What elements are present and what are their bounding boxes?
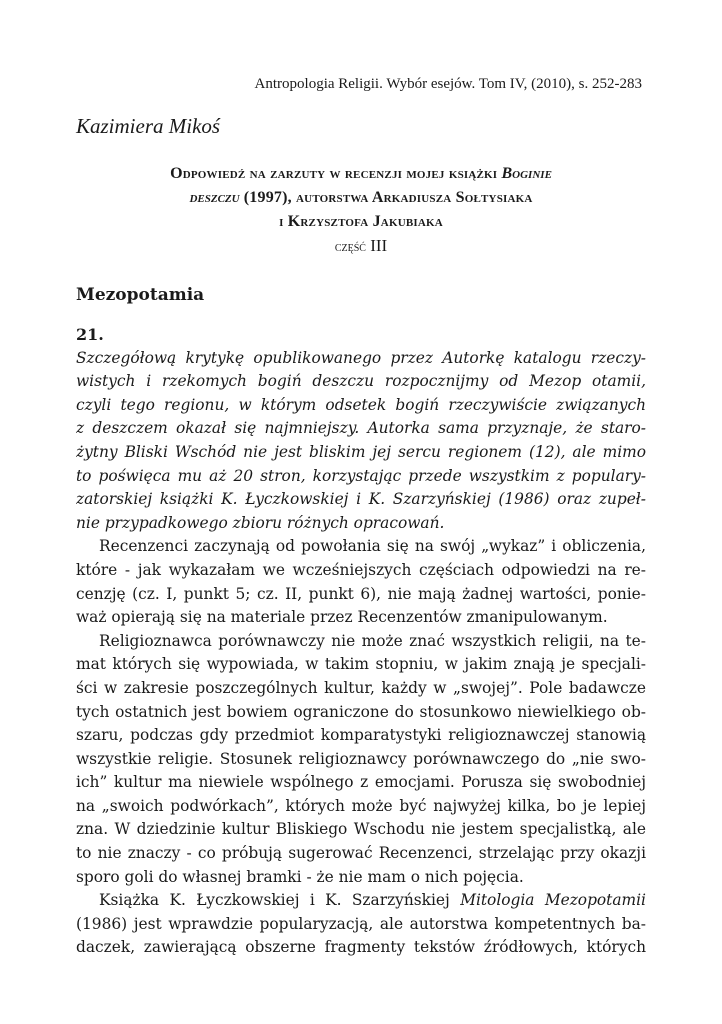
paragraph-3-line: szaru, podczas gdy przedmiot komparatystyki religioznawczej stanowią	[76, 726, 646, 745]
paragraph-1-line: żytny Bliski Wschód nie jest bliskim jej sercu regionem (12), ale mimo	[76, 442, 646, 461]
paragraph-4-line-1	[76, 889, 646, 913]
book-title-mitologia: Mitologia Mezopotamii	[460, 891, 646, 910]
title-book-name-part2: deszczu	[189, 189, 240, 206]
paragraph-3-line: tych ostatnich jest bowiem ograniczone do stosunkowo niewielkiego ob-	[76, 702, 646, 721]
paragraph-2-line: które - jak wykazałam we wcześniejszych częściach odpowiedzi na re-	[76, 560, 646, 579]
paragraph-3-line: mat których się wypowiada, w takim stopniu, w jakim znają je specjali-	[76, 655, 646, 674]
paragraph-1-line: z deszczem okazał się najmniejszy. Autorka sama przyznaje, że staro-	[76, 419, 646, 438]
paragraph-3-line: sporo goli do własnej bramki - że nie mam o nich pojęcia.	[76, 867, 524, 886]
title-line-2	[76, 186, 646, 210]
paragraph-3-line: to nie znaczy - co próbują sugerować Recenzenci, strzelając przy okazji	[76, 844, 646, 863]
paragraph-3-line: ści w zakresie poszczególnych kultur, każdy w „swojej”. Pole badawcze	[76, 678, 646, 697]
title-line-3: i Krzysztofa Jakubiaka	[279, 213, 443, 230]
paragraph-4-line: (1986) jest wprawdzie popularyzacją, ale autorstwa kompetentnych ba-	[76, 914, 646, 933]
title-line-2-text: (1997), autorstwa Arkadiusza Sołtysiaka	[239, 189, 533, 206]
article-body	[76, 323, 646, 960]
paragraph-3-line: zna. W dziedzinie kultur Bliskiego Wschodu nie jestem specjalistką, ale	[76, 820, 646, 839]
part-word: część	[334, 240, 366, 255]
title-line-1	[76, 162, 646, 186]
title-line-1-text: Odpowiedź na zarzuty w recenzji mojej książki	[170, 165, 502, 182]
author-name: Kazimiera Mikoś	[76, 114, 221, 138]
paragraph-1-line: czyli tego regionu, w którym odsetek bogiń rzeczywiście związanych	[76, 395, 646, 414]
running-header: Antropologia Religii. Wybór esejów. Tom IV, (2010), s. 252-283	[254, 76, 642, 92]
article-title	[76, 162, 646, 234]
section-heading: Mezopotamia	[76, 285, 205, 305]
paragraph-2-line: Recenzenci zaczynają od powołania się na swój „wykaz” i obliczenia,	[99, 537, 646, 556]
title-book-name-part1: Boginie	[501, 165, 552, 182]
part-number: III	[370, 236, 388, 255]
paragraph-1-line: wistych i rzekomych bogiń deszczu rozpocznijmy od Mezop otamii,	[76, 372, 646, 391]
paragraph-1-line: zatorskiej książki K. Łyczkowskiej i K. Szarzyńskiej (1986) oraz zupeł-	[76, 490, 646, 509]
paragraph-3-line: na „swoich podwórkach”, których może być najwyżej kilka, bo je lepiej	[76, 796, 646, 815]
paragraph-3-line: ich” kultur ma niewiele wspólnego z emocjami. Porusza się swobodniej	[76, 773, 646, 792]
paragraph-3-line: wszystkie religie. Stosunek religioznawcy porównawczego do „nie swo-	[76, 749, 646, 768]
paragraph-4-line: daczek, zawierającą obszerne fragmenty tekstów źródłowych, których	[76, 938, 646, 957]
paragraph-1-line: nie przypadkowego zbioru różnych opracowań.	[76, 513, 445, 532]
paragraph-4-text: Książka K. Łyczkowskiej i K. Szarzyńskiej	[99, 891, 461, 910]
paragraph-1-line: to poświęca mu aż 20 stron, korzystając przede wszystkim z populary-	[76, 466, 646, 485]
paragraph-1-line: Szczegółową krytykę opublikowanego przez Autorkę katalogu rzeczy-	[76, 348, 646, 367]
section-number: 21.	[76, 325, 104, 344]
paragraph-2-line: waż opierają się na materiale przez Recenzentów zmanipulowanym.	[76, 608, 608, 627]
part-label	[76, 236, 646, 256]
paragraph-3-line: Religioznawca porównawczy nie może znać wszystkich religii, na te-	[99, 631, 646, 650]
paragraph-2-line: cenzję (cz. I, punkt 5; cz. II, punkt 6), nie mają żadnej wartości, ponie-	[76, 584, 646, 603]
